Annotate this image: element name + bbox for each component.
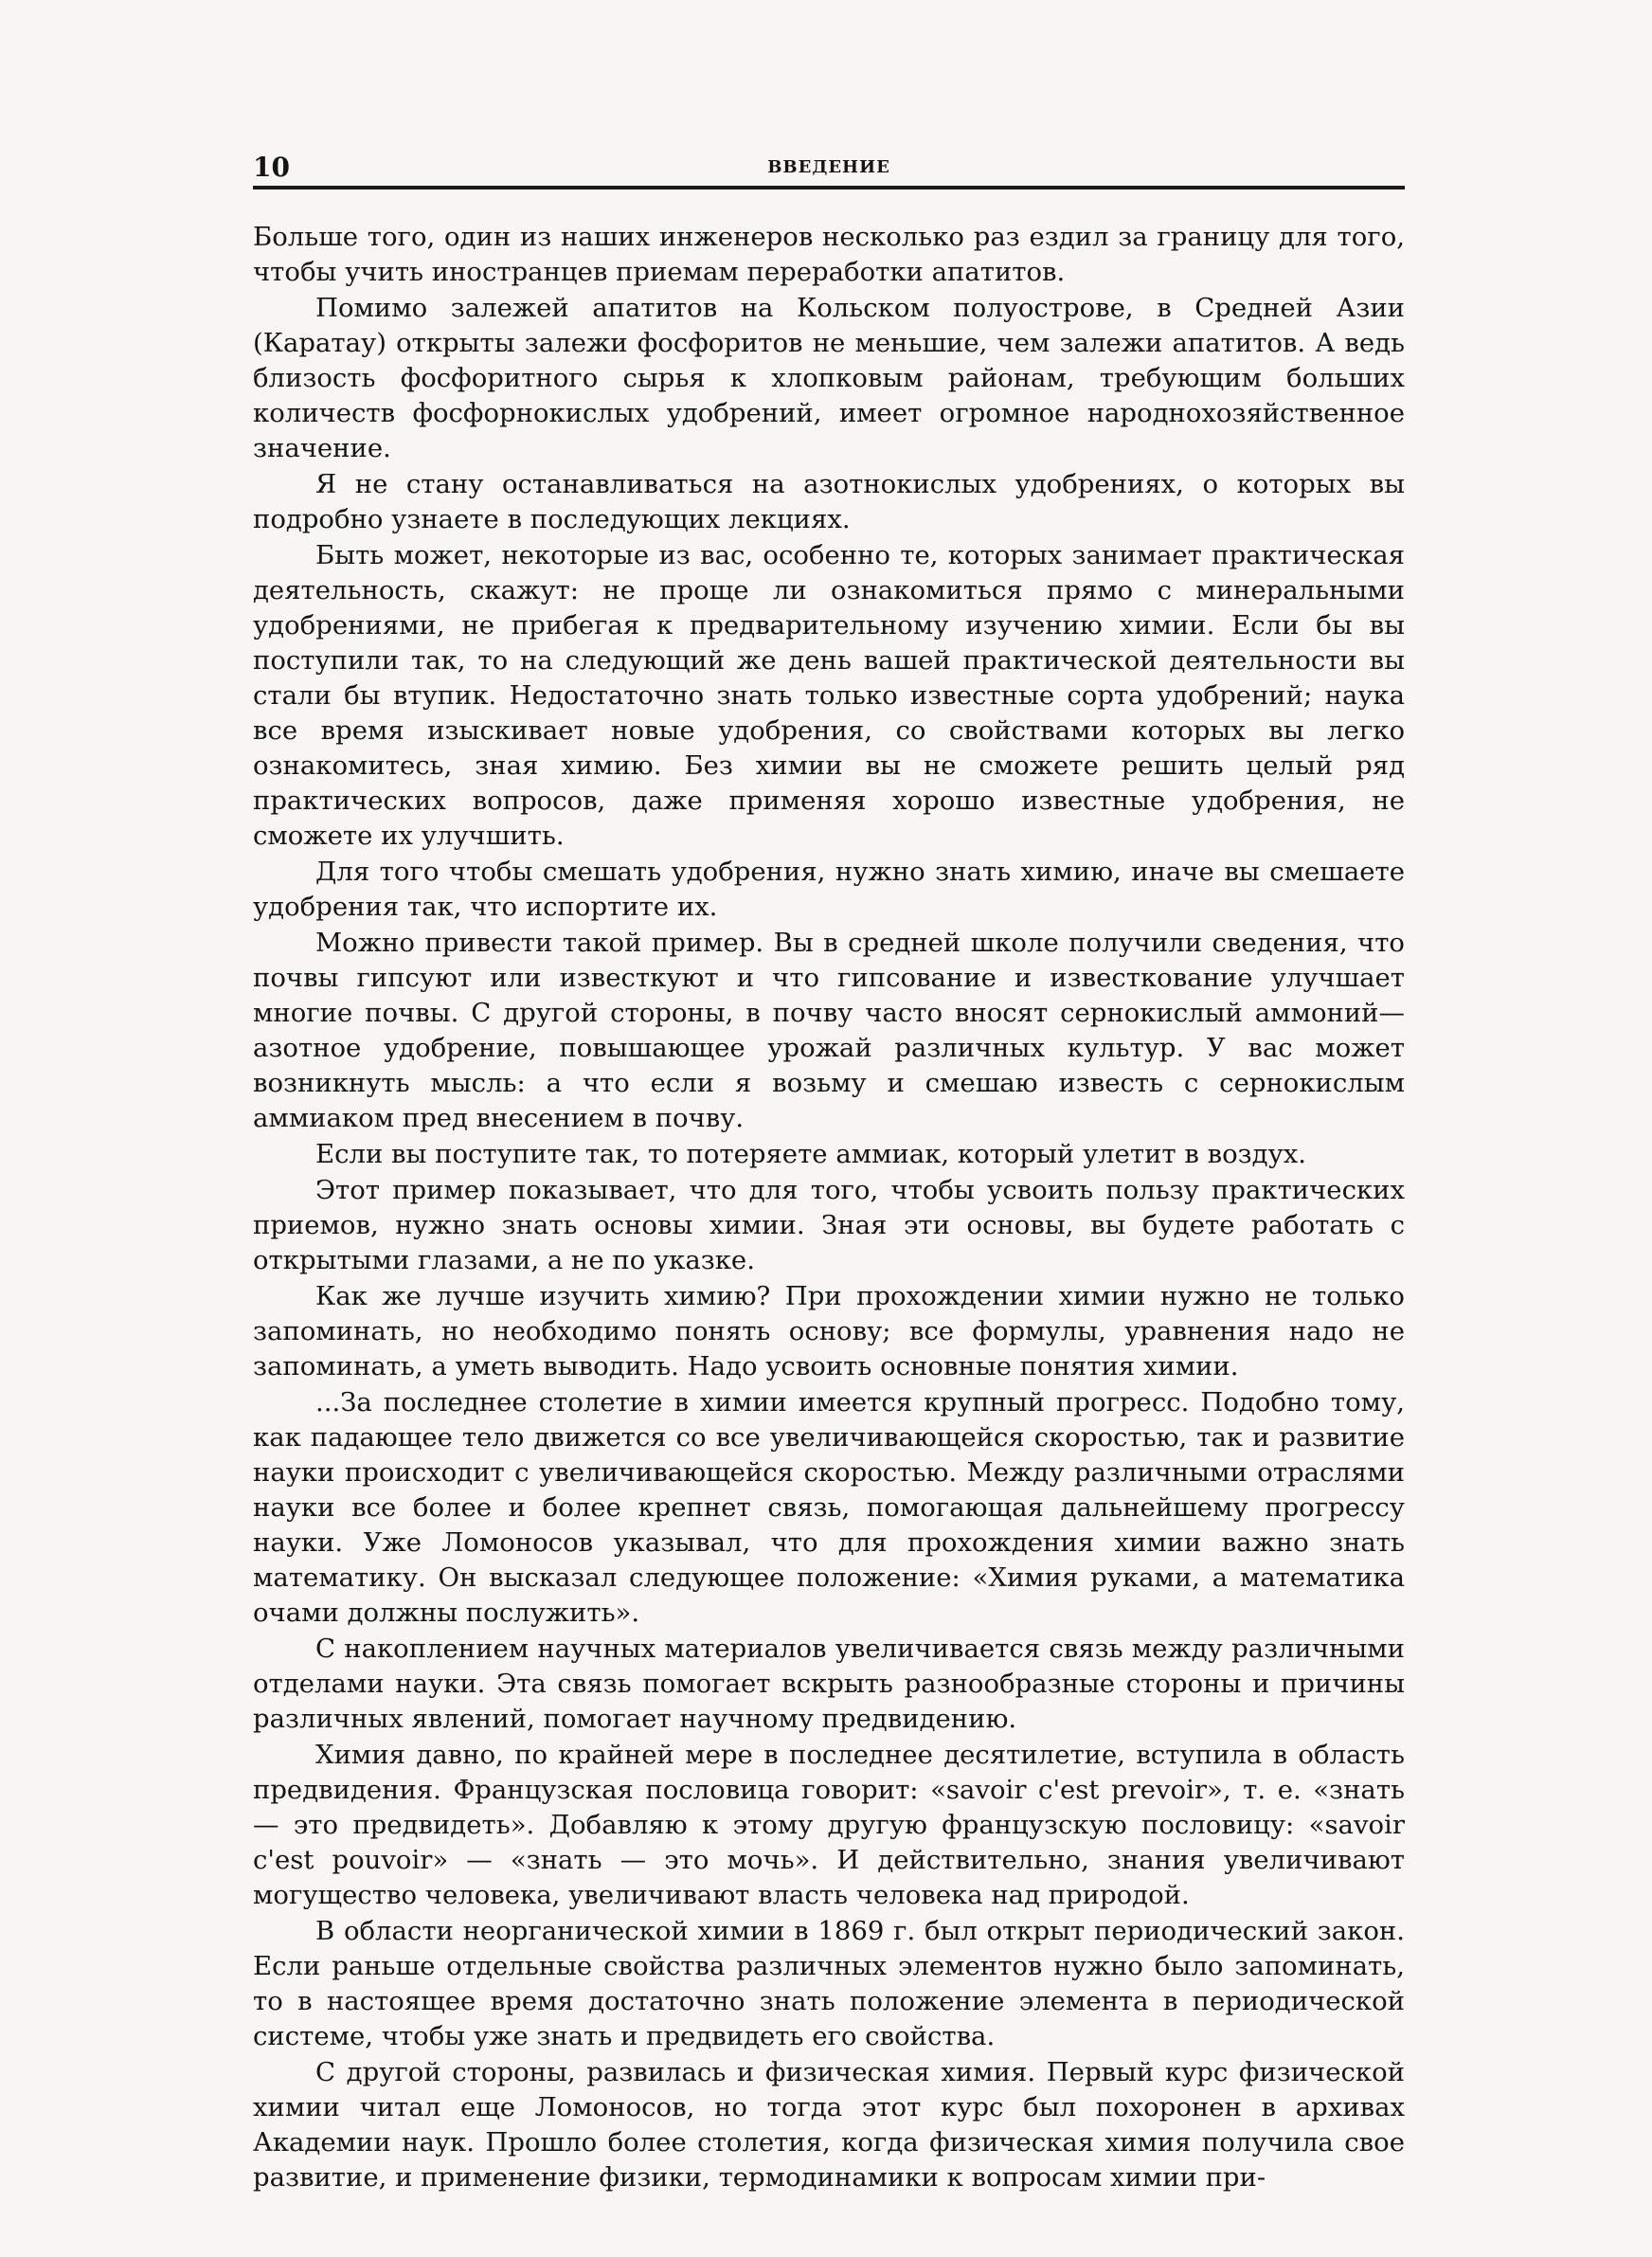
paragraph: Быть может, некоторые из вас, особенно те, которых занимает практическая деятельность, скажут: не проще ли ознакомиться прямо с минеральными удобрениями, не прибегая к предварительному изучению химии. Если бы вы поступили так, то на следующий же день вашей практической деятельности вы стали бы втупик. Недостаточно знать только известные сорта удобрений; наука все время изыскивает новые удобрения, со свойствами которых вы легко ознакомитесь, зная химию. Без химии вы не сможете решить целый ряд практических вопросов, даже применяя хорошо известные удобрения, не сможете их улучшить. [253, 540, 1405, 851]
paragraph: Я не стану останавливаться на азотнокислых удобрениях, о которых вы подробно узнаете в последующих лекциях. [253, 469, 1405, 534]
paragraph: Химия давно, по крайней мере в последнее десятилетие, вступила в область предвидения. Французская пословица говорит: «savoir c'est prevoir», т. е. «знать — это предвидеть». Добавляю к этому другую французскую пословицу: «savoir c'est pouvoir» — «знать — это мочь». И действительно, знания увеличивают могущество человека, увеличивают власть человека над природой. [253, 1740, 1405, 1910]
paragraph: Если вы поступите так, то потеряете аммиак, который улетит в воздух. [315, 1139, 1307, 1169]
running-head: ВВЕДЕНИЕ [767, 157, 890, 177]
page-number: 10 [253, 152, 290, 183]
paragraph: С накоплением научных материалов увеличивается связь между различными отделами науки. Эта связь помогает вскрыть разнообразные стороны и причины различных явлений, помогает научному предвидению. [253, 1634, 1405, 1734]
paragraph: В области неорганической химии в 1869 г. был открыт периодический закон. Если раньше отдельные свойства различных элементов нужно было запоминать, то в настоящее время достаточно знать положение элемента в периодической системе, чтобы уже знать и предвидеть его свойства. [253, 1916, 1405, 2051]
paragraph: Как же лучше изучить химию? При прохождении химии нужно не только запоминать, но необходимо понять основу; все формулы, уравнения надо не запоминать, а уметь выводить. Надо усвоить основные понятия химии. [253, 1281, 1405, 1381]
paragraph: Этот пример показывает, что для того, чтобы усвоить пользу практических приемов, нужно знать основы химии. Зная эти основы, вы будете работать с открытыми глазами, а не по указке. [253, 1175, 1405, 1275]
paragraph: Помимо залежей апатитов на Кольском полуострове, в Средней Азии (Каратау) открыты залежи фосфоритов не меньшие, чем залежи апатитов. А ведь близость фосфоритного сырья к хлопковым районам, требующим больших количеств фосфорнокислых удобрений, имеет огромное народнохозяйственное значение. [253, 293, 1405, 463]
body-text [253, 220, 1405, 2196]
paragraph: Больше того, один из наших инженеров несколько раз ездил за границу для того, чтобы учить иностранцев приемам переработки апатитов. [253, 222, 1405, 287]
paragraph: Для того чтобы смешать удобрения, нужно знать химию, иначе вы смешаете удобрения так, что испортите их. [253, 857, 1405, 922]
paragraph: ...За последнее столетие в химии имеется крупный прогресс. Подобно тому, как падающее тело движется со все увеличивающейся скоростью, так и развитие науки происходит с увеличивающейся скоростью. Между различными отраслями науки все более и более крепнет связь, помогающая дальнейшему прогрессу науки. Уже Ломоносов указывал, что для прохождения химии важно знать математику. Он высказал следующее положение: «Химия руками, а математика очами должны послужить». [253, 1387, 1405, 1628]
page-header [253, 153, 1405, 190]
paragraph: С другой стороны, развилась и физическая химия. Первый курс физической химии читал еще Ломоносов, но тогда этот курс был похоронен в архивах Академии наук. Прошло более столетия, когда физическая химия получила свое развитие, и применение физики, термодинамики к вопросам химии при- [253, 2057, 1405, 2193]
paragraph: Можно привести такой пример. Вы в средней школе получили сведения, что почвы гипсуют или известкуют и что гипсование и известкование улучшает многие почвы. С другой стороны, в почву часто вносят сернокислый аммоний— азотное удобрение, повышающее урожай различных культур. У вас может возникнуть мысль: а что если я возьму и смешаю известь с сернокислым аммиаком пред внесением в почву. [253, 928, 1405, 1133]
